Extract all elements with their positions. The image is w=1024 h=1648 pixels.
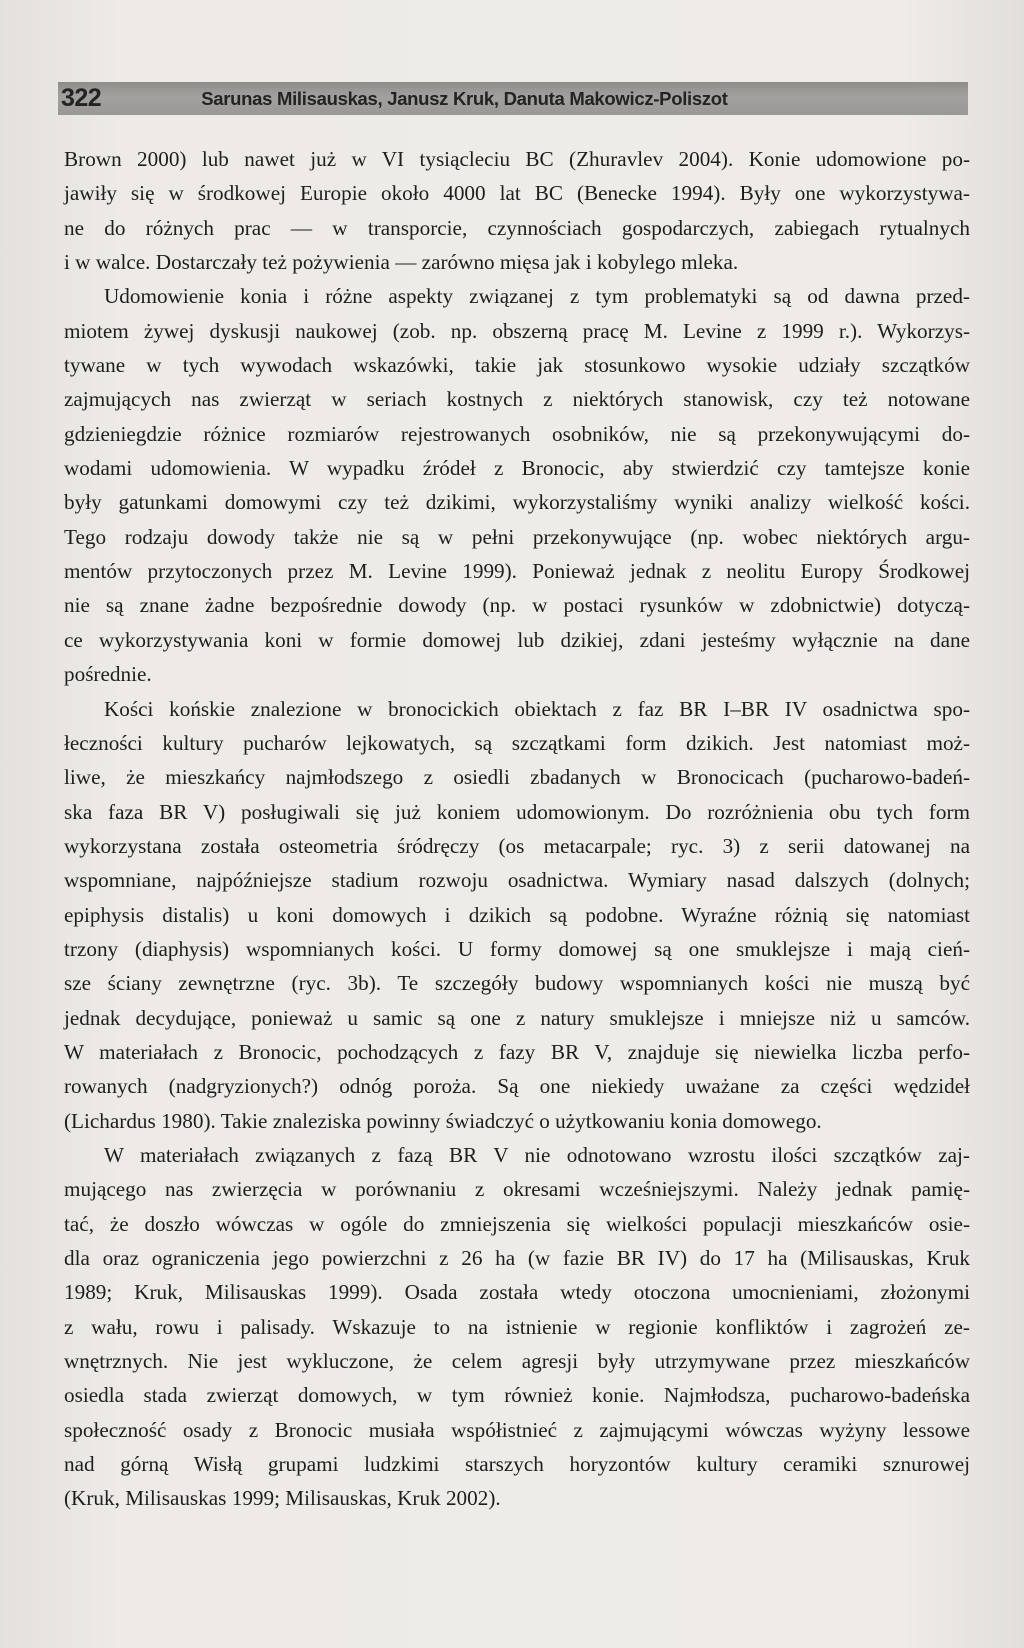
text-line: (Kruk, Milisauskas 1999; Milisauskas, Kruk 2002). <box>64 1486 501 1511</box>
text-line: osiedla stada zwierząt domowych, w tym również konie. Najmłodsza, pucharowo-badeńska <box>64 1383 970 1408</box>
text-line: i w walce. Dostarczały też pożywienia — zarówno mięsa jak i kobylego mleka. <box>64 250 739 275</box>
text-line: wnętrznych. Nie jest wykluczone, że celem agresji były utrzymywane przez mieszkańców <box>64 1349 970 1374</box>
text-line: mentów przytoczonych przez M. Levine 1999). Ponieważ jednak z neolitu Europy Środkowej <box>64 559 970 584</box>
text-line: Kości końskie znalezione w bronocickich obiektach z faz BR I–BR IV osadnictwa spo- <box>104 696 970 721</box>
text-line: z wału, rowu i palisady. Wskazuje to na istnienie w regionie konfliktów i zagrożeń ze- <box>64 1314 970 1339</box>
text-line: były gatunkami domowymi czy też dzikimi, wykorzystaliśmy wyniki analizy wielkość kości. <box>64 490 970 515</box>
text-line: jednak decydujące, ponieważ u samic są one z natury smuklejsze i mniejsze niż u samców. <box>64 1005 970 1030</box>
running-header <box>58 82 968 115</box>
text-line: W materiałach z Bronocic, pochodzących z fazy BR V, znajduje się niewielka liczba perfo- <box>64 1039 970 1064</box>
text-line: gdzieniegdzie różnice rozmiarów rejestrowanych osobników, nie są przekonywującymi do- <box>64 421 970 446</box>
text-line: (Lichardus 1980). Takie znaleziska powinny świadczyć o użytkowaniu konia domowego. <box>64 1108 822 1133</box>
text-line: wykorzystana została osteometria śródręczy (os metacarpale; ryc. 3) z serii datowanej na <box>64 833 970 858</box>
text-line: łeczności kultury pucharów lejkowatych, są szczątkami form dzikich. Jest natomiast moż- <box>64 730 970 755</box>
page-number: 322 <box>61 84 102 112</box>
text-line: społeczność osady z Bronocic musiała współistnieć z zajmującymi wówczas wyżyny lessowe <box>64 1417 970 1442</box>
text-line: trzony (diaphysis) wspomnianych kości. U formy domowej są one smuklejsze i mają cień- <box>64 936 970 961</box>
text-line: zajmujących nas zwierząt w seriach kostnych z niektórych stanowisk, czy też notowane <box>64 387 970 412</box>
text-line: nad górną Wisłą grupami ludzkimi starszych horyzontów kultury ceramiki sznurowej <box>64 1452 970 1477</box>
text-line: rowanych (nadgryzionych?) odnóg poroża. Są one niekiedy uważane za części wędzideł <box>64 1074 970 1099</box>
text-line: mującego nas zwierzęcia w porównaniu z okresami wcześniejszymi. Należy jednak pamię- <box>64 1177 970 1202</box>
text-line: epiphysis distalis) u koni domowych i dzikich są podobne. Wyraźne różnią się natomiast <box>64 902 970 927</box>
text-line: pośrednie. <box>64 662 152 687</box>
text-line: Tego rodzaju dowody także nie są w pełni przekonywujące (np. wobec niektórych argu- <box>64 524 970 549</box>
text-line: wspomniane, najpóźniejsze stadium rozwoju osadnictwa. Wymiary nasad dalszych (dolnych; <box>64 868 970 893</box>
text-line: dla oraz ograniczenia jego powierzchni z 26 ha (w fazie BR IV) do 17 ha (Milisauskas, Kruk <box>64 1246 970 1270</box>
text-line: nie są znane żadne bezpośrednie dowody (np. w postaci rysunków w zdobnictwie) dotyczą- <box>64 593 970 618</box>
text-line: tać, że doszło wówczas w ogóle do zmniejszenia się wielkości populacji mieszkańców osie- <box>64 1211 970 1236</box>
text-line: wodami udomowienia. W wypadku źródeł z Bronocic, aby stwierdzić czy tamtejsze konie <box>64 456 970 481</box>
text-line: ska faza BR V) posługiwali się już koniem udomowionym. Do rozróżnienia obu tych form <box>64 799 970 824</box>
text-line: Brown 2000) lub nawet już w VI tysiącleciu BC (Zhuravlev 2004). Konie udomowione po- <box>64 147 970 171</box>
text-line: tywane w tych wywodach wskazówki, takie jak stosunkowo wysokie udziały szczątków <box>64 353 970 378</box>
text-line: ce wykorzystywania koni w formie domowej lub dzikiej, zdani jesteśmy wyłącznie na dane <box>64 627 970 652</box>
body-text <box>64 142 970 1516</box>
text-line: sze ściany zewnętrzne (ryc. 3b). Te szczegóły budowy wspomnianych kości nie muszą być <box>64 971 970 996</box>
text-line: miotem żywej dyskusji naukowej (zob. np. obszerną pracę M. Levine z 1999 r.). Wykorzys- <box>64 318 970 343</box>
text-line: Udomowienie konia i różne aspekty związanej z tym problematyki są od dawna przed- <box>104 284 970 309</box>
text-line: ne do różnych prac — w transporcie, czynnościach gospodarczych, zabiegach rytualnych <box>64 215 970 240</box>
text-line: W materiałach związanych z fazą BR V nie odnotowano wzrostu ilości szczątków zaj- <box>104 1142 970 1167</box>
text-line: 1989; Kruk, Milisauskas 1999). Osada została wtedy otoczona umocnieniami, złożonymi <box>64 1280 970 1305</box>
header-authors: Sarunas Milisauskas, Janusz Kruk, Danuta Makowicz-Poliszot <box>201 87 728 109</box>
text-line: liwe, że mieszkańcy najmłodszego z osiedli zbadanych w Bronocicach (pucharowo-badeń- <box>64 765 970 790</box>
text-line: jawiły się w środkowej Europie około 4000 lat BC (Benecke 1994). Były one wykorzystywa- <box>64 181 970 206</box>
